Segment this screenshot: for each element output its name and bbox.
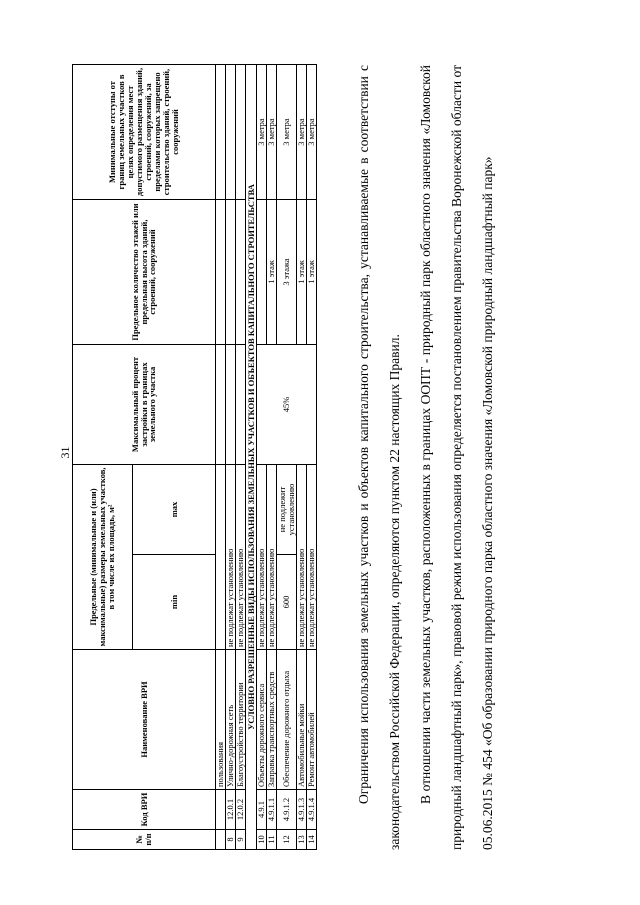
- table-row: 8 12.0.1 Улично-дорожная сеть не подлежат установлению: [226, 65, 236, 850]
- header-setback: Минимальные отступы от границ земельных участков в целях определения мест допустимого размещения зданий, строений, сооружений, за пределами которых запрещено строительство зданий, строений, сооружений: [73, 65, 216, 200]
- header-min: min: [133, 555, 216, 650]
- table-row: 14 4.9.1.4 Ремонт автомобилей не подлежат установлению 1 этаж 3 метра: [307, 65, 317, 850]
- header-name: Наименование ВРИ: [73, 650, 216, 790]
- header-floors: Предельное количество этажей или предельная высота зданий, строений, сооружений: [73, 200, 216, 345]
- header-code: Код ВРИ: [73, 790, 216, 830]
- paragraph-park: В отношении части земельных участков, расположенных в границах ООПТ - природный парк областного значения «Ломовской природный ландшафтный парк», правовой режим использования определяется постановлением правительства Воронежской области от 05.06.2015 № 454 «Об образовании природного парка областного значения «Ломовской природный ландшафтный парк»: [418, 65, 495, 850]
- table-row: 10 4.9.1 Объекты дорожного сервиса не подлежат установлению 45% 3 метра: [257, 65, 267, 850]
- section-title: УСЛОВНО РАЗРЕШЕННЫЕ ВИДЫ ИСПОЛЬЗОВАНИЯ ЗЕМЕЛЬНЫХ УЧАСТКОВ И ОБЪЕКТОВ КАПИТАЛЬНОГО СТРОИТЕЛЬСТВА: [246, 65, 257, 850]
- section-row: [246, 65, 257, 850]
- table-row: 11 4.9.1.1 Заправка транспортных средств не подлежат установлению 1 этаж 3 метра: [267, 65, 277, 850]
- header-percent: Максимальный процент застройки в границах земельного участка: [73, 345, 216, 465]
- body-text: [348, 65, 503, 850]
- table-row: 9 12.0.2 Благоустройство территории не подлежат установлению: [236, 65, 246, 850]
- header-area-group: Предельные (минимальные и (или) максимальные) размеры земельных участков, в том числе их площадь, м²: [73, 465, 133, 650]
- table-row: 12 4.9.1.2 Обеспечение дорожного отдыха 600 не подлежит установлению 3 этажа 3 метра: [277, 65, 297, 850]
- zoning-table: [72, 64, 317, 850]
- table-row: пользования: [216, 65, 226, 850]
- header-max: max: [133, 465, 216, 555]
- paragraph-restrictions: Ограничения использования земельных участков и объектов капитального строительства, устанавливаемые в соответствии с законодательством Российской Федерации, определяются пунктом 22 настоящих Правил.: [356, 65, 402, 850]
- page-number: 31: [58, 446, 72, 459]
- percent-merged: 45%: [257, 345, 317, 465]
- table-row: 13 4.9.1.3 Автомобильные мойки не подлежат установлению 1 этаж 3 метра: [297, 65, 307, 850]
- header-num: № п/п: [73, 830, 216, 850]
